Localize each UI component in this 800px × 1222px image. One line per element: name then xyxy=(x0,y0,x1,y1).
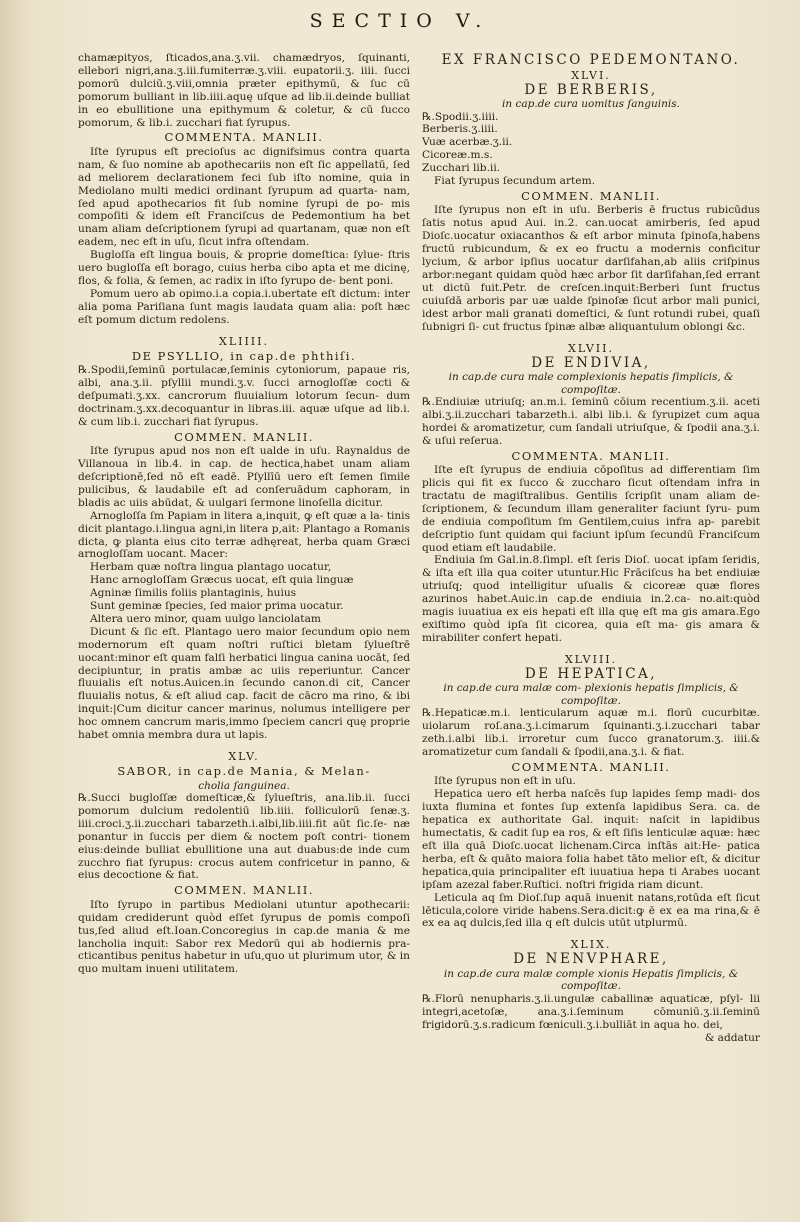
paragraph: ℞.Spodii,ſeminū portulacæ,ſeminis cytoniorum, papaue ris, albi, ana.ʒ.ii. pſyllii mundi.ʒ.v. ſucci arnogloſſæ cocti & deſpumati.ʒ.xx. cancrorum fluuialium lotorum ſecun- dum doctrinam.ʒ.xx.decoquantur in libras.iii. aquæ uſque ad lib.i. & cum lib.i. zucchari fiat ſyrupus. xyxy=(78,364,410,428)
catchword: & addatur xyxy=(704,1031,760,1044)
left-column xyxy=(78,52,410,976)
chapter-title: DE PSYLLIO, in cap.de phthiſi. xyxy=(131,348,357,363)
running-head: SECTIO V. xyxy=(309,10,491,32)
paragraph: Dicunt & ſic eſt. Plantago uero maior ſecundum opio nem modernorum eſt quam noſtri ruſtici bletam ſylueſtrē uocant:minor eſt quam falſi herbatici lingua canina uocāt, ſed decipiuntur, in pratis ambæ ac uiis reperiuntur. Cancer fluuialis eſt notus.Auicen.in ſecundo canon.di cit, Cancer fluuialis notus, & eſt aliud cap. facit de cācro ma rino, & ibi inquit:|Cum dicitur cancer marinus, nolumus intelligere per hoc omnem cancrum maris,immo ſpeciem cancri quę proprie habet omnia membra dura ut lapis. xyxy=(78,625,410,742)
chapter-subtitle: in cap.de cura uomitus ſanguinis. xyxy=(502,98,680,110)
recipe-line: Cicoreæ.m.s. xyxy=(422,149,493,162)
chapter-number: XLIX. xyxy=(570,938,612,952)
paragraph: Iſte ſyrupus non eſt in uſu. xyxy=(434,775,576,788)
paragraph: Herbam quæ noſtra lingua plantago uocatur, xyxy=(90,561,332,574)
paragraph: ℞.Succi bugloſſæ domeſticæ,& ſylueſtris, ana.lib.ii. ſucci pomorum dulcium redolentiū lib.iiii. folliculorū ſenæ.ʒ. iiii.croci.ʒ.ii.zucchari tabarzeth.i.albi,lib.iiii.fit aūt ſic.ſe- næ ponantur in ſuccis per diem & noctem poſt contri- tionem eius:deinde bulliat ebullitione una aut duabus:de inde cum zucchro fiat ſyrupus: crocus autem confricetur in panno, & eius decoctione & fiat. xyxy=(78,792,410,882)
paragraph: Arnogloſſa ſm Papiam in litera a,inquit, ꝙ eſt quæ a la- tinis dicit plantago.i.lingua agni,in litera p,ait: Plantago a Romanis dicta, ꝙ planta eius cito terræ adhęreat, herba quam Græci arnogloſſam uocant. Macer: xyxy=(78,509,410,561)
paragraph: Pomum uero ab opimo.i.a copia.i.ubertate eſt dictum: inter alia poma Pariſiana ſunt magis laudata quam alia: poſt hæc eſt pomum dictum redolens. xyxy=(78,287,410,326)
recipe-line: Vuæ acerbæ.ʒ.ii. xyxy=(422,136,513,149)
section-heading: COMMEN. MANLII. xyxy=(174,883,314,898)
paragraph: Iſte ſyrupus non eſt in uſu. Berberis ē fructus rubicūdus ſatis notus apud Aui. in.2. can.uocat amirberis, ſed apud Dioſc.uocatur oxiacanthos & eſt arbor minuta ſpinoſa,habens fructū rubicundum, & ex eo fructu a modernis conficitur lycium, & arbor ipſius uocatur darſifahan,ab aliis criſpinus arbor:negant quidam quòd hæc arbor ſit darſifahan,ſed errant ut dictū fuit.Petr. de creſcen.inquit:Berberi ſunt fructus cuiuſdā arboris par uæ ualde ſpinoſæ ſicut arbor mali punici, idest arbor mali granati domeſtici, & ſunt rotundi rubei, quaſi ſubnigri ſi- cut fructus ſpinæ albæ aliquantulum oblongi &c. xyxy=(422,204,760,333)
paragraph: Iſte eſt ſyrupus de endiuia cōpoſitus ad differentiam ſim plicis qui fit ex ſucco & zuccharo ſicut oſtendam infra in tractatu de magiſtralibus. Gentilis ſcripſit unam aliam de- ſcriptionem, & ſecundum illam generaliter faciunt ſyru- pum de endiuia compoſitum ſm Gentilem,cuius infra ap- parebit deſcriptio ſunt quidam qui faciunt ipſum ſecundū Franciſcum quod etiam eſt laudabile. xyxy=(422,464,760,554)
paragraph: Sunt geminæ ſpecies, ſed maior prima uocatur. xyxy=(90,600,344,613)
section-heading: COMMEN. MANLII. xyxy=(174,429,314,444)
paragraph: Leticula aq ſm Dioſ.ſup aquā inuenit natans,rotūda eſt ſicut lēticula,colore viride habens.Sera.dicit:ꝙ ē ex ea ma rina,& ē ex ea aq dulcis,ſed illa q eſt dulcis utūt utplurmū. xyxy=(422,891,760,930)
section-heading: COMMENTA. MANLII. xyxy=(511,448,671,463)
paragraph: Agninæ ſimilis foliis plantaginis, huius xyxy=(90,587,297,600)
chapter-number: XLVI. xyxy=(571,68,611,82)
paragraph: chamæpityos, ſticados,ana.ʒ.vii. chamædryos, ſquinanti, ellebori nigri,ana.ʒ.iii.fumiterræ.ʒ.viii. eupatorii.ʒ. iiii. ſucci pomorū dulciū.ʒ.viii,omnia præter epithymū, & ſuc cū pomorum bulliant in lib.iiii.aquę uſque ad lib.ii.deinde bulliat in eo ebullitione una epithymum & coletur, & cū ſucco pomorum, & lib.i. zucchari fiat ſyrupus. xyxy=(78,52,410,129)
paragraph: Hepatica uero eſt herba naſcēs ſup lapides ſemp madi- dos iuxta flumina et fontes ſup extenſa lapidibus Sera. ca. de hepatica ex authoritate Gal. inquit: naſcit in lapidibus humectatis, & cadit ſup ea ros, & eſt ſiſis lenticulæ aquæ: hæc eſt illa quā Dioſc.uocat lichenam.Circa inſtās ait:He- patica herba, eſt & quāto maiora folia habet tāto melior eſt, & dicitur hepatica,quia principaliter eſt iuuatiua hepa ti Arabes uocant ipſam azezal faber.Ruſtici. noſtri frigida riam dicunt. xyxy=(422,788,760,891)
chapter-title: DE HEPATICA, xyxy=(524,665,658,682)
paragraph: ℞.Endiuiæ utriuſq; an.m.i. ſeminū cōium recentium.ʒ.ii. aceti albi.ʒ.ii.zucchari tabarzeth.i. albi lib.i. & ſyrupizet cum aqua hordei & aromatizetur, cum ſandali utriuſque, & ſpodii ana.ʒ.i. & uſui reſerua. xyxy=(422,396,760,447)
chapter-subtitle: cholia ſanguinea. xyxy=(198,779,290,792)
chapter-subtitle: in cap.de cura malæ com- plexionis hepatis ſimplicis, & compoſitæ. xyxy=(443,682,739,707)
section-heading: COMMENTA. MANLII. xyxy=(511,759,671,774)
paragraph: Fiat ſyrupus ſecundum artem. xyxy=(434,175,595,188)
paragraph: Iſte ſyrupus apud nos non eſt ualde in uſu. Raynaldus de Villanoua in lib.4. in cap. de hectica,habet unam aliam deſcriptionē,ſed nō eſt eadē. Pſyllīū uero eſt ſemen ſimile pulicibus, & laudabile eſt ad conſeruādum caphoram, in bladis ac uiis abūdat, & uulgari ſermone linoſella dicitur. xyxy=(78,445,410,509)
chapter-title: EX FRANCISCO PEDEMONTANO. xyxy=(441,52,741,68)
paragraph: ℞.Florū nenupharis.ʒ.ii.ungulæ caballinæ aquaticæ, pſyl- lii integri,acetoſæ, ana.ʒ.i.ſeminum cōmuniū.ʒ.ii.ſeminū frigidorū.ʒ.s.radicum fœniculi.ʒ.i.bulliāt in aqua ho. dei, xyxy=(422,992,760,1031)
chapter-number: XLIIII. xyxy=(218,334,269,348)
recipe-line: Zucchari lib.ii. xyxy=(422,162,501,175)
paragraph: Altera uero minor, quam uulgo lanciolatam xyxy=(90,612,321,625)
recipe-line: ℞.Spodii.ʒ.iiii. xyxy=(422,110,499,123)
paragraph: Hanc arnogloſſam Græcus uocat, eſt quia linguæ xyxy=(90,574,354,587)
section-heading: COMMENTA. MANLII. xyxy=(164,130,324,145)
chapter-title: DE NENVPHARE, xyxy=(513,951,669,968)
paragraph: ℞.Hepaticæ.m.i. lenticularum aquæ m.i. florū cucurbitæ. uiolarum roſ.ana.ʒ.i.cimarum ſquinanti.ʒ.i.zucchari tabar zeth.i.albi lib.i. irroretur cum ſucco granatorum.ʒ. iiii.& aromatizetur cum ſandali & ſpodii,ana.ʒ.i. & fiat. xyxy=(422,707,760,759)
section-heading: COMMEN. MANLII. xyxy=(521,188,661,203)
chapter-number: XLVIII. xyxy=(564,652,618,666)
chapter-title: DE BERBERIS, xyxy=(524,81,658,98)
chapter-subtitle: in cap.de cura male complexionis hepatis ſimplicis, & compoſitæ. xyxy=(448,371,734,396)
chapter-number: XLV. xyxy=(228,750,260,763)
paragraph: Bugloſſa eſt lingua bouis, & proprie domeſtica: ſylue- ſtris uero bugloſſa eſt borago, cuius herba cibo apta et me dicinę, flos, & folia, & ſemen, ac radix in iſto ſyrupo de- bent poni. xyxy=(78,249,410,287)
paragraph: Iſte ſyrupus eſt precioſus ac dignifsimus contra quarta nam, & ſuo nomine ab apothecariis non eſt ſic appellatū, ſed ad meliorem declarationem feci ſub iſto nomine, quia in Mediolano multi medici ordinant ſyrupum ad quarta- nam, ſed apud apothecarios fit ſub nomine ſyrupi de po- mis compoſiti & idem eſt Franciſcus de Pedemontium ha bet unam aliam deſcriptionem ſyrupi ad quartanam, quæ non eſt eadem, nec eſt in uſu, ſicut infra oſtendam. xyxy=(78,145,410,249)
chapter-subtitle: in cap.de cura malæ comple xionis Hepatis ſimplicis, & compoſitæ. xyxy=(443,967,739,993)
chapter-title: DE ENDIVIA, xyxy=(531,354,651,371)
chapter-title: SABOR, in cap.de Mania, & Melan- xyxy=(117,764,371,778)
paragraph: Iſto ſyrupo in partibus Mediolani utuntur apothecarii: quidam crediderunt quòd eſſet ſyrupus de pomis compoſi tus,ſed aliud eſt.Ioan.Concoregius in cap.de mania & me lancholia inquit: Sabor rex Medorū qui ab hodiernis pra- cticantibus penitus habetur in uſu,quo ut plurimum utor, & in quo multam inueni utilitatem. xyxy=(78,898,410,976)
chapter-number: XLVII. xyxy=(568,341,614,355)
paragraph: Endiuia ſm Gal.in.8.ſimpl. eſt ſeris Dioſ. uocat ipſam ſeridis, & iſta eſt illa qua coiter utuntur.Hic Frāciſcus ha bet endiuiæ utriuſq; quod intelligitur uſualis & cicoreæ quæ flores azurinos habet.Auic.in cap.de endiuia in.2.ca- no.ait:quòd magis iuuatiua ex eis hepati eſt illa quę eſt ma gis amara.Ego exiſtimo quòd ipſa ſit cicorea, quia eſt ma- gis amara & mirabiliter confert hepati. xyxy=(422,554,760,644)
recipe-line: Berberis.ʒ.iiii. xyxy=(422,123,498,136)
right-column xyxy=(422,52,760,1044)
